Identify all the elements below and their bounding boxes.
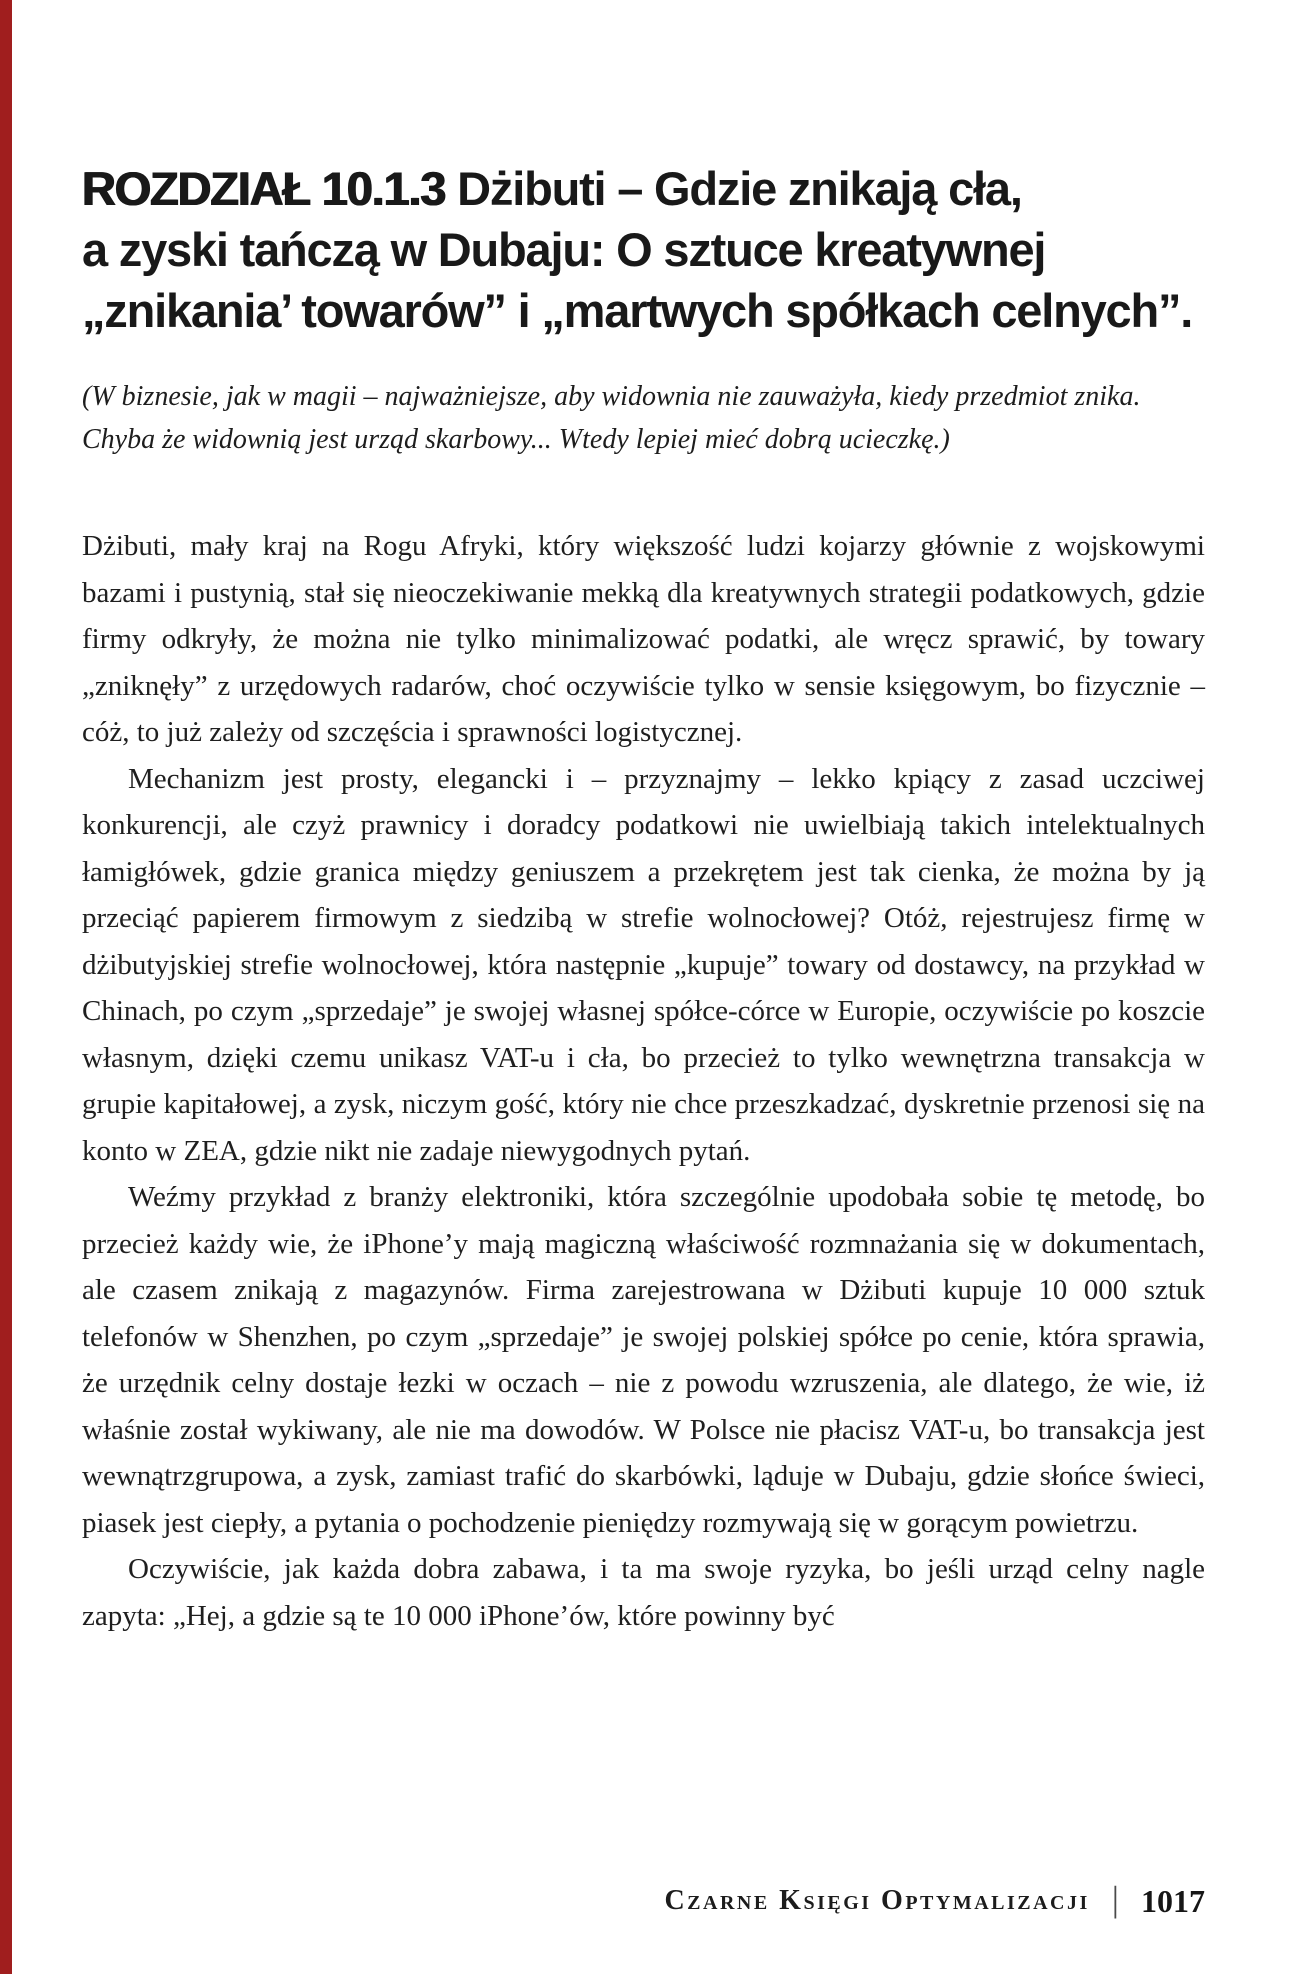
chapter-heading: [82, 0, 1205, 341]
paragraph: Oczywiście, jak każda dobra zabawa, i ta ma swoje ryzyka, bo jeśli urząd celny nagle zapyta: „Hej, a gdzie są te 10 000 iPhone’ów, które powinny być: [82, 1553, 1205, 1632]
paragraph: Dżibuti, mały kraj na Rogu Afryki, który większość ludzi kojarzy głównie z wojskowymi bazami i pustynią, stał się nieoczekiwanie mekką dla kreatywnych strategii podatkowych, gdzie firmy odkryły, że można nie tylko minimalizować podatki, ale wręcz sprawić, by towary „zniknęły” z urzędowych radarów, choć oczywiście tylko w sensie księgowym, bo fizycznie – cóż, to już zależy od szczęścia i sprawności logistycznej.: [82, 530, 1205, 748]
page-edge-stripe: [0, 0, 12, 1974]
running-footer-title: Czarne Księgi Optymalizacji: [664, 1885, 1090, 1916]
page-footer: [664, 1880, 1205, 1922]
paragraph: Mechanizm jest prosty, elegancki i – przyznajmy – lekko kpiący z zasad uczciwej konkurencji, ale czyż prawnicy i doradcy podatkowi nie uwielbiają takich intelektualnych łamigłówek, gdzie granica między geniuszem a przekrętem jest tak cienka, że można by ją przeciąć papierem firmowym z siedzibą w strefie wolnocłowej? Otóż, rejestrujesz firmę w dżibutyjskiej strefie wolnocłowej, która następnie „kupuje” towary od dostawcy, na przykład w Chinach, po czym „sprzedaje” je swojej własnej spółce-córce w Europie, oczywiście po koszcie własnym, dzięki czemu unikasz VAT-u i cła, bo przecież to tylko wewnętrzna transakcja w grupie kapitałowej, a zysk, niczym gość, który nie chce przeszkadzać, dyskretnie przenosi się na konto w ZEA, gdzie nikt nie zadaje niewygodnych pytań.: [82, 762, 1205, 1167]
page-content: [82, 0, 1205, 1974]
chapter-epigraph: (W biznesie, jak w magii – najważniejsze, aby widownia nie zauważyła, kiedy przedmiot znika. Chyba że widownią jest urząd skarbowy... Wtedy lepiej mieć dobrą ucieczkę.): [82, 381, 1141, 455]
footer-separator: |: [1111, 1879, 1119, 1919]
chapter-title-line1: Dżibuti – Gdzie znikają cła,: [445, 162, 1022, 215]
page-number: 1017: [1141, 1882, 1205, 1919]
chapter-number: ROZDZIAŁ 10.1.3: [82, 162, 446, 215]
body-text: [82, 523, 1205, 1639]
paragraph: Weźmy przykład z branży elektroniki, która szczególnie upodobała sobie tę metodę, bo przecież każdy wie, że iPhone’y mają magiczną właściwość rozmnażania się w dokumentach, ale czasem znikają z magazynów. Firma zarejestrowana w Dżibuti kupuje 10 000 sztuk telefonów w Shenzhen, po czym „sprzedaje” je swojej polskiej spółce po cenie, która sprawia, że urzędnik celny dostaje łezki w oczach – nie z powodu wzruszenia, ale dlatego, że wie, iż właśnie został wykiwany, ale nie ma dowodów. W Polsce nie płacisz VAT-u, bo transakcja jest wewnątrzgrupowa, a zysk, zamiast trafić do skarbówki, ląduje w Dubaju, gdzie słońce świeci, piasek jest ciepły, a pytania o pochodzenie pieniędzy rozmywają się w gorącym powietrzu.: [82, 1181, 1205, 1539]
chapter-title-line2: a zyski tańczą w Dubaju: O sztuce kreatywnej: [82, 223, 1046, 276]
chapter-title-line3: „znikania’ towarów” i „martwych spółkach celnych”.: [82, 284, 1193, 337]
chapter-heading-line1: [82, 158, 1205, 219]
